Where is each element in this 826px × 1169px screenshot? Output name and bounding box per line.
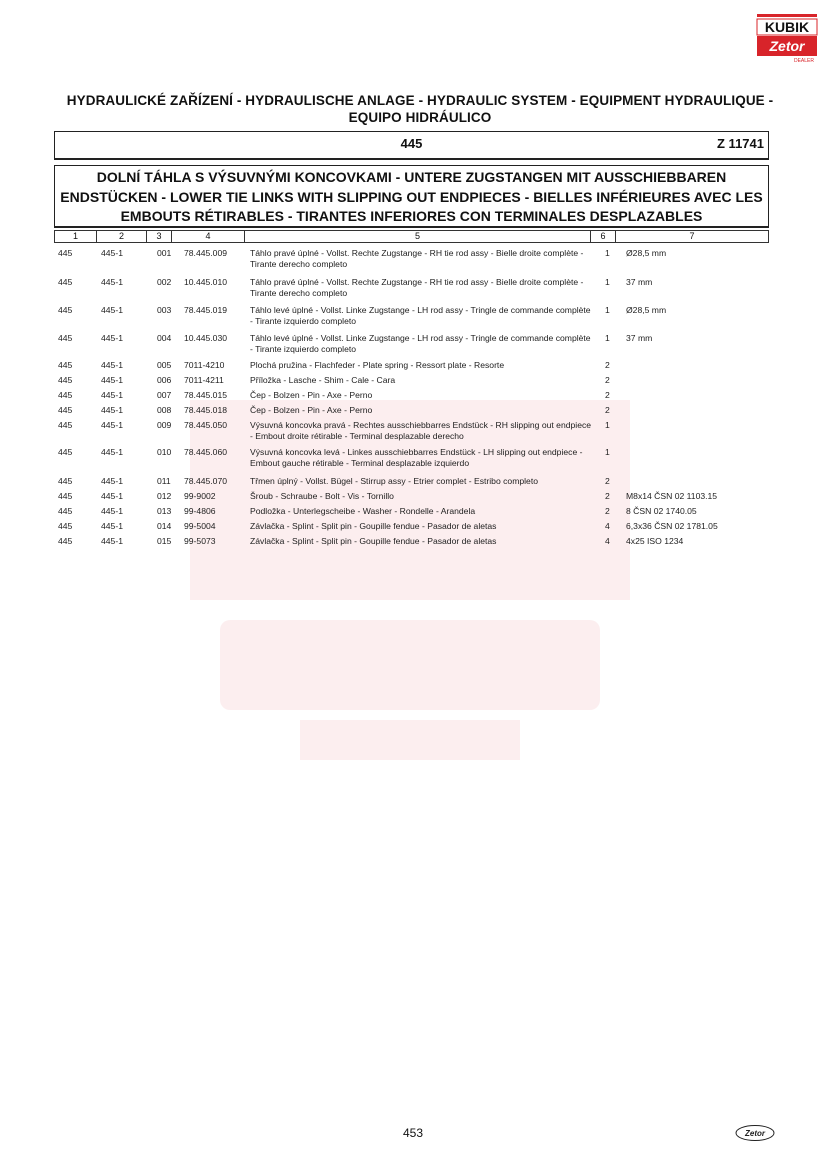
row-description: Závlačka - Splint - Split pin - Goupille fendue - Pasador de aletas xyxy=(250,521,497,531)
col-header-2: 2 xyxy=(96,230,146,243)
row-part-number: 10.445.010 xyxy=(184,277,228,287)
row-part-number: 78.445.018 xyxy=(184,405,228,415)
row-part-number: 10.445.030 xyxy=(184,333,228,343)
row-figure: 445-1 xyxy=(101,390,123,400)
row-description: Šroub - Schraube - Bolt - Vis - Tornillo xyxy=(250,491,394,501)
footer-logo-text: Zetor xyxy=(745,1129,765,1138)
row-position: 009 xyxy=(157,420,172,430)
row-position: 011 xyxy=(157,476,171,486)
row-part-number: 78.445.009 xyxy=(184,248,228,258)
row-position: 010 xyxy=(157,447,172,457)
row-quantity: 1 xyxy=(605,447,610,457)
row-group: 445 xyxy=(58,248,73,258)
row-position: 005 xyxy=(157,360,172,370)
group-code: Z 11741 xyxy=(717,136,764,151)
row-quantity: 2 xyxy=(605,405,610,415)
row-figure: 445-1 xyxy=(101,420,123,430)
row-note: 6,3x36 ČSN 02 1781.05 xyxy=(626,521,718,531)
row-quantity: 1 xyxy=(605,305,610,315)
col-header-1: 1 xyxy=(54,230,96,243)
row-quantity: 2 xyxy=(605,491,610,501)
row-figure: 445-1 xyxy=(101,521,123,531)
group-bar xyxy=(54,131,769,160)
row-part-number: 78.445.015 xyxy=(184,390,228,400)
col-header-4: 4 xyxy=(171,230,244,243)
row-position: 001 xyxy=(157,248,172,258)
row-part-number: 99-4806 xyxy=(184,506,216,516)
row-note: 4x25 ISO 1234 xyxy=(626,536,684,546)
row-quantity: 2 xyxy=(605,476,610,486)
row-group: 445 xyxy=(58,420,73,430)
row-position: 006 xyxy=(157,375,172,385)
row-position: 012 xyxy=(157,491,172,501)
row-quantity: 1 xyxy=(605,420,610,430)
row-part-number: 78.445.070 xyxy=(184,476,228,486)
kubik-zetor-logo xyxy=(756,14,818,66)
row-note: 37 mm xyxy=(626,277,653,287)
row-description: Čep - Bolzen - Pin - Axe - Perno xyxy=(250,390,373,400)
row-group: 445 xyxy=(58,375,73,385)
row-position: 015 xyxy=(157,536,172,546)
row-description: Plochá pružina - Flachfeder - Plate spring - Ressort plate - Resorte xyxy=(250,360,505,370)
row-group: 445 xyxy=(58,277,73,287)
row-group: 445 xyxy=(58,491,73,501)
row-quantity: 4 xyxy=(605,521,610,531)
page-heading: HYDRAULICKÉ ZAŘÍZENÍ - HYDRAULISCHE ANLAGE - HYDRAULIC SYSTEM - EQUIPMENT HYDRAULIQUE - EQUIPO HIDRÁULICO xyxy=(66,93,774,125)
row-quantity: 1 xyxy=(605,277,610,287)
row-figure: 445-1 xyxy=(101,375,123,385)
row-position: 002 xyxy=(157,277,172,287)
row-figure: 445-1 xyxy=(101,360,123,370)
col-header-3: 3 xyxy=(146,230,171,243)
logo-sub: Zetor xyxy=(769,38,805,54)
row-part-number: 99-5004 xyxy=(184,521,216,531)
row-part-number: 7011-4211 xyxy=(184,375,224,385)
row-group: 445 xyxy=(58,506,73,516)
row-quantity: 1 xyxy=(605,248,610,258)
row-note: Ø28,5 mm xyxy=(626,248,667,258)
row-note: 37 mm xyxy=(626,333,653,343)
row-position: 003 xyxy=(157,305,172,315)
section-title: DOLNÍ TÁHLA S VÝSUVNÝMI KONCOVKAMI - UNTERE ZUGSTANGEN MIT AUSSCHIEBBAREN ENDSTÜCKEN - LOWER TIE LINKS WITH SLIPPING OUT ENDPIECES - BIELLES INFÉRIEURES AVEC LES EMBOUTS RÉTIRABLES - TIRANTES INFERIORES CON TERMINALES DESPLAZABLES xyxy=(60,169,763,224)
row-description: Podložka - Unterlegscheibe - Washer - Rondelle - Arandela xyxy=(250,506,476,516)
logo-text: KUBIK xyxy=(764,19,810,35)
row-description: Táhlo pravé úplné - Vollst. Rechte Zugstange - RH tie rod assy - Bielle droite complète - Tirante derecho completo xyxy=(250,277,584,298)
row-part-number: 7011-4210 xyxy=(184,360,225,370)
row-part-number: 99-5073 xyxy=(184,536,216,546)
col-header-5: 5 xyxy=(244,230,590,243)
row-description: Čep - Bolzen - Pin - Axe - Perno xyxy=(250,405,373,415)
row-figure: 445-1 xyxy=(101,305,123,315)
group-number: 445 xyxy=(400,136,423,151)
row-note: 8 ČSN 02 1740.05 xyxy=(626,506,697,516)
row-group: 445 xyxy=(58,305,73,315)
col-header-6: 6 xyxy=(590,230,615,243)
row-group: 445 xyxy=(58,360,73,370)
row-group: 445 xyxy=(58,390,73,400)
row-note: Ø28,5 mm xyxy=(626,305,667,315)
row-position: 004 xyxy=(157,333,172,343)
row-figure: 445-1 xyxy=(101,536,123,546)
row-quantity: 2 xyxy=(605,375,610,385)
row-quantity: 1 xyxy=(605,333,610,343)
logo-dealer: DEALER xyxy=(793,58,815,64)
zetor-footer-logo xyxy=(735,1124,775,1142)
row-figure: 445-1 xyxy=(101,333,123,343)
row-description: Táhlo pravé úplné - Vollst. Rechte Zugstange - RH tie rod assy - Bielle droite complète - Tirante derecho completo xyxy=(250,248,584,269)
row-position: 008 xyxy=(157,405,172,415)
row-quantity: 4 xyxy=(605,536,610,546)
row-figure: 445-1 xyxy=(101,277,123,287)
row-group: 445 xyxy=(58,476,73,486)
row-part-number: 78.445.050 xyxy=(184,420,228,430)
row-description: Třmen úplný - Vollst. Bügel - Stirrup assy - Etrier complet - Estribo completo xyxy=(250,476,538,486)
row-position: 013 xyxy=(157,506,172,516)
row-description: Výsuvná koncovka levá - Linkes ausschiebbarres Endstück - LH slipping out endpiece - Embout gauche rétirable - Terminal desplazable izquierdo xyxy=(250,447,583,468)
col-header-7: 7 xyxy=(615,230,769,243)
row-description: Příložka - Lasche - Shim - Cale - Cara xyxy=(250,375,396,385)
row-quantity: 2 xyxy=(605,360,610,370)
row-figure: 445-1 xyxy=(101,405,123,415)
row-figure: 445-1 xyxy=(101,476,123,486)
row-part-number: 99-9002 xyxy=(184,491,216,501)
row-figure: 445-1 xyxy=(101,491,123,501)
row-position: 007 xyxy=(157,390,172,400)
row-description: Táhlo levé úplné - Vollst. Linke Zugstange - LH rod assy - Tringle de commande complète - Tirante izquierdo completo xyxy=(250,305,591,326)
section-title-box xyxy=(54,165,769,228)
row-description: Závlačka - Splint - Split pin - Goupille fendue - Pasador de aletas xyxy=(250,536,497,546)
row-figure: 445-1 xyxy=(101,447,123,457)
row-group: 445 xyxy=(58,536,73,546)
row-note: M8x14 ČSN 02 1103.15 xyxy=(626,491,718,501)
row-group: 445 xyxy=(58,333,73,343)
row-quantity: 2 xyxy=(605,390,610,400)
row-part-number: 78.445.060 xyxy=(184,447,228,457)
page-number: 453 xyxy=(402,1126,424,1140)
row-part-number: 78.445.019 xyxy=(184,305,228,315)
row-figure: 445-1 xyxy=(101,506,123,516)
row-description: Táhlo levé úplné - Vollst. Linke Zugstange - LH rod assy - Tringle de commande complète - Tirante izquierdo completo xyxy=(250,333,591,354)
row-quantity: 2 xyxy=(605,506,610,516)
row-group: 445 xyxy=(58,521,73,531)
row-group: 445 xyxy=(58,405,73,415)
row-description: Výsuvná koncovka pravá - Rechtes ausschiebbarres Endstück - RH slipping out endpiece - Embout droite rétirable - Terminal desplazable derecho xyxy=(250,420,592,441)
row-figure: 445-1 xyxy=(101,248,123,258)
row-position: 014 xyxy=(157,521,172,531)
row-group: 445 xyxy=(58,447,73,457)
